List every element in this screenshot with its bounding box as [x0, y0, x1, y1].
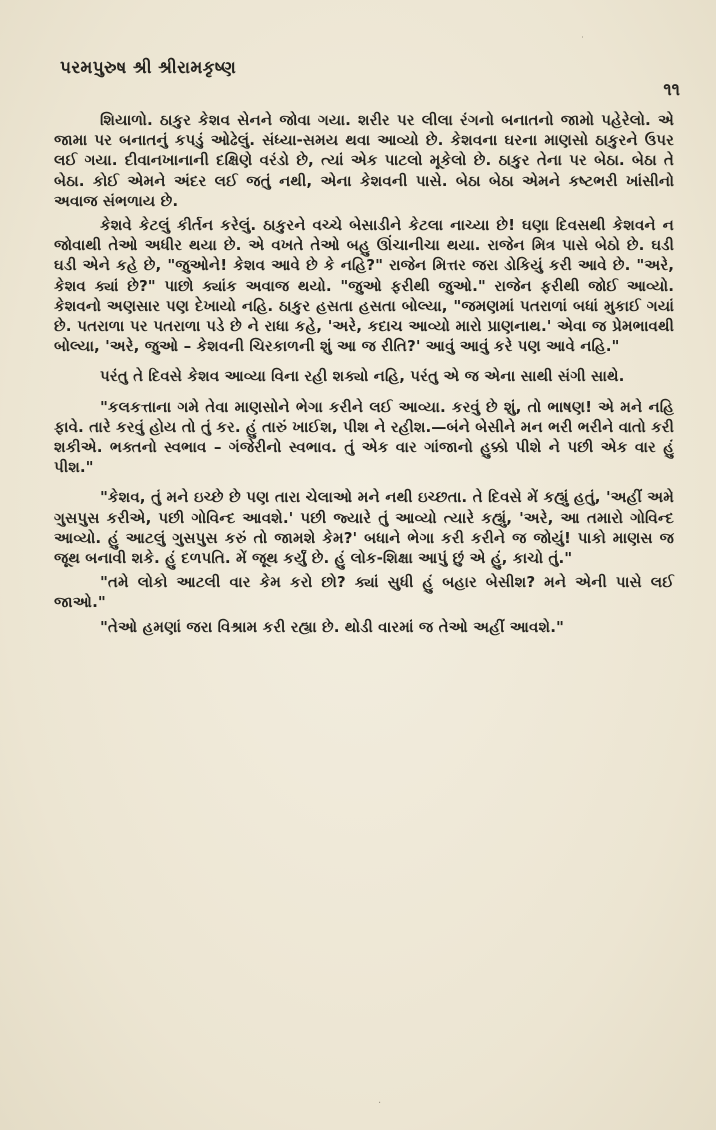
paragraph-visit: શિયાળો. ઠાકુર કેશવ સેનને જોવા ગયા. શરીર પર લીલા રંગનો બનાતનો જામો પહેરેલો. એ જામા પર બનાતનું કપડું ઓઢેલું. સંધ્યા-સમય થવા આવ્યો છે. કેશવના ઘરના માણસો ઠાકુરને ઉપર લઈ ગયા. દીવાનખાનાની દક્ષિણે વરંડો છે, ત્યાં એક પાટલો મૂકેલો છે. ઠાકુર તેના પર બેઠા. બેઠા તે બેઠા. કોઈ એમને અંદર લઈ જતું નથી, એના કેશવની પાસે. બેઠા બેઠા એમને કષ્ટભરી ખાંસીનો અવાજ સંભળાય છે. — [54, 111, 674, 210]
print-speck: · — [378, 1098, 382, 1109]
paragraph-arrival: પરંતુ તે દિવસે કેશવ આવ્યા વિના રહી શક્યો નહિ, પરંતુ એ જ એના સાથી સંગી સાથે. — [100, 367, 625, 386]
paragraph-request: "તમે લોકો આટલી વાર કેમ કરો છો? ક્યાં સુધી હું બહાર બેસીશ? મને એની પાસે લઈ જાઓ." — [54, 573, 674, 612]
paragraph-disciples: "કેશવ, તું મને ઇચ્છે છે પણ તારા ચેલાઓ મને નથી ઇચ્છતા. તે દિવસે મેં કહ્યું હતું, 'અહીં અમે ગુસપુસ કરીએ, પછી ગોવિન્દ આવશે.' પછી જ્યારે તું આવ્યો ત્યારે કહ્યું, 'અરે, આ તમારો ગોવિન્દ આવ્યો. હું આટલું ગુસપુસ કરું તો જામશે કેમ?' બધાને ભેગા કરી કરીને જ જોયું! પાકો માણસ જ જૂથ બનાવી શકે. હું દળપતિ. મેં જૂથ કર્યું છે. હું લોક-શિક્ષા આપું છું એ હું, કાચો તું." — [54, 488, 674, 568]
running-title: પરમપુરુષ શ્રી શ્રીરામકૃષ્ણ — [60, 58, 237, 78]
paragraph-speech: "કલકત્તાના ગમે તેવા માણસોને ભેગા કરીને લઈ આવ્યા. કરવું છે શું, તો ભાષણ! એ મને નહિ ફાવે. તારે કરવું હોય તો તું કર. હું તારું ખાઈશ, પીશ ને રહીશ.—બંને બેસીને મન ભરી ભરીને વાતો કરી શકીએ. ભક્તનો સ્વભાવ – ગંજેરીનો સ્વભાવ. તું એક વાર ગાંજાનો હુક્કો પીશે ને પછી એક વાર હું પીશ." — [54, 397, 674, 477]
print-speck: ˙ — [580, 36, 585, 47]
page-number: ૧૧ — [663, 80, 680, 100]
body-text — [54, 110, 674, 641]
paragraph-reply: "તેઓ હમણાં જરા વિશ્રામ કરી રહ્યા છે. થોડી વારમાં જ તેઓ અહીં આવશે." — [100, 617, 564, 636]
paragraph-kirtan: કેશવે કેટલું કીર્તન કરેલું. ઠાકુરને વચ્ચે બેસાડીને કેટલા નાચ્યા છે! ઘણા દિવસથી કેશવને ન જોવાથી તેઓ અધીર થયા છે. એ વખતે તેઓ બહુ ઊંચાનીચા થયા. રાજેન મિત્ર પાસે બેઠો છે. ઘડી ઘડી એને કહે છે, "જુઓને! કેશવ આવે છે કે નહિ?" રાજેન મિત્તર જરા ડોકિયું કરી આવે છે. "અરે, કેશવ ક્યાં છે?" પાછો ક્યાંક અવાજ થયો. "જુઓ ફરીથી જુઓ." રાજેન ફરીથી જોઈ આવ્યો. કેશવનો અણસાર પણ દેખાયો નહિ. ઠાકુર હસતા હસતા બોલ્યા, "જમણમાં પતરાળાં બધાં મુકાઈ ગયાં છે. પતરાળા પર પતરાળા પડે છે ને રાધા કહે, 'અરે, કદાચ આવ્યો મારો પ્રાણનાથ.' એવા જ પ્રેમભાવથી બોલ્યા, 'અરે, જુઓ – કેશવની ચિરકાળની શું આ જ રીતિ?' આવું આવું કરે પણ આવે નહિ." — [54, 216, 674, 356]
